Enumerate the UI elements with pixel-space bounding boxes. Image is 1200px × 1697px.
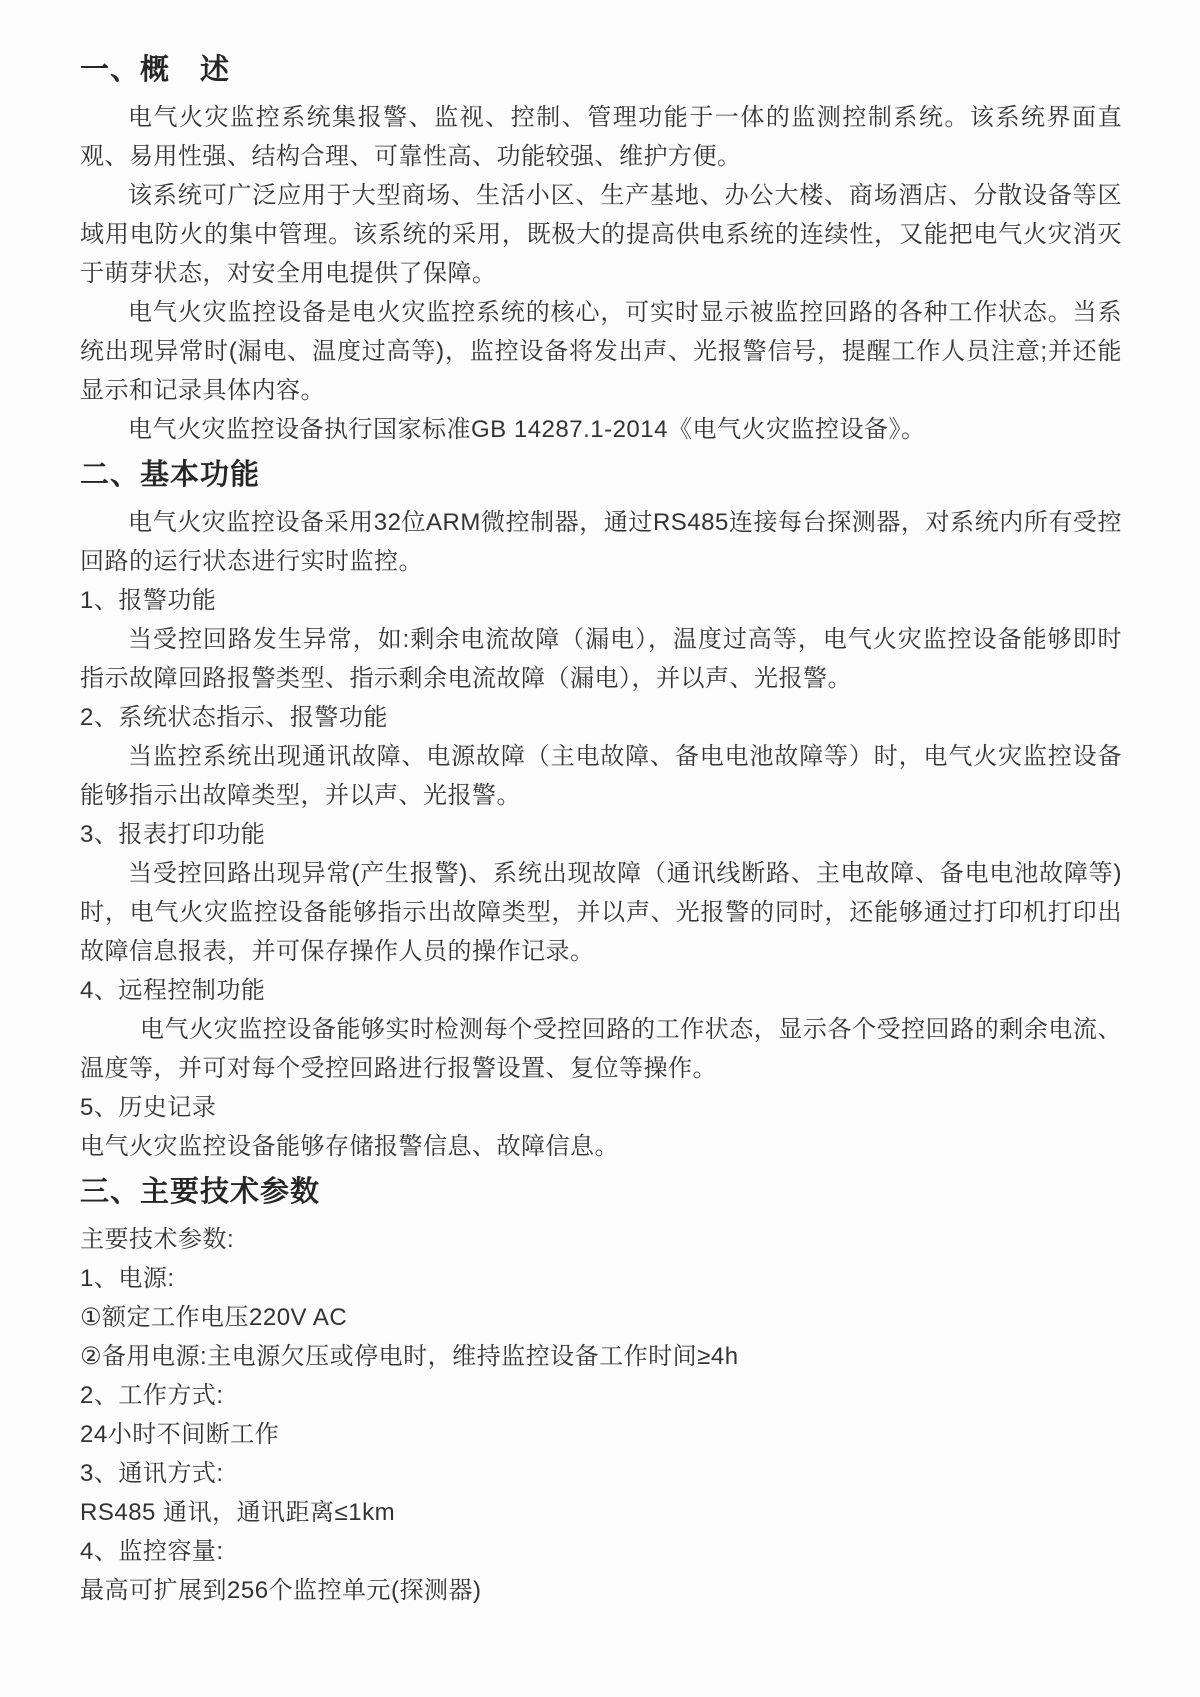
paragraph-standard-reference: 电气火灾监控设备执行国家标准GB 14287.1-2014《电气火灾监控设备》。	[128, 416, 926, 443]
param-line-backup-power: ②备用电源:主电源欠压或停电时，维持监控设备工作时间≥4h	[80, 1343, 739, 1370]
paragraph: 电气火灾监控设备采用32位ARM微控制器，通过RS485连接每台探测器，对系统内所有受控回路的运行状态进行实时监控。	[80, 509, 1122, 575]
param-heading-capacity: 4、监控容量:	[80, 1538, 224, 1565]
paragraph: 电气火灾监控设备能够实时检测每个受控回路的工作状态，显示各个受控回路的剩余电流、温度等，并可对每个受控回路进行报警设置、复位等操作。	[80, 1016, 1122, 1082]
param-line-capacity: 最高可扩展到256个监控单元(探测器)	[80, 1577, 482, 1604]
list-item-heading-report-printing: 3、报表打印功能	[80, 821, 266, 848]
paragraph: 当监控系统出现通讯故障、电源故障（主电故障、备电电池故障等）时，电气火灾监控设备能够指示出故障类型，并以声、光报警。	[80, 743, 1122, 809]
paragraph: 当受控回路出现异常(产生报警)、系统出现故障（通讯线断路、主电故障、备电电池故障等)时，电气火灾监控设备能够指示出故障类型，并以声、光报警的同时，还能够通过打印机打印出故障信息报表，并可保存操作人员的操作记录。	[80, 860, 1122, 965]
list-item-heading-remote-control: 4、远程控制功能	[80, 977, 266, 1004]
param-line-rated-voltage: ①额定工作电压220V AC	[80, 1304, 348, 1331]
param-line-working-mode: 24小时不间断工作	[80, 1421, 280, 1448]
section-heading-basic-functions: 二、基本功能	[80, 459, 261, 491]
section-heading-overview: 一、概 述	[80, 54, 231, 86]
paragraph: 电气火灾监控系统集报警、监视、控制、管理功能于一体的监测控制系统。该系统界面直观、易用性强、结构合理、可靠性高、功能较强、维护方便。	[80, 104, 1122, 170]
paragraph: 该系统可广泛应用于大型商场、生活小区、生产基地、办公大楼、商场酒店、分散设备等区域用电防火的集中管理。该系统的采用，既极大的提高供电系统的连续性，又能把电气火灾消灭于萌芽状态，对安全用电提供了保障。	[80, 182, 1122, 287]
list-item-heading-alarm: 1、报警功能	[80, 587, 217, 614]
section-heading-technical-parameters: 三、主要技术参数	[80, 1176, 321, 1208]
paragraph: 电气火灾监控设备是电火灾监控系统的核心，可实时显示被监控回路的各种工作状态。当系统出现异常时(漏电、温度过高等)，监控设备将发出声、光报警信号，提醒工作人员注意;并还能显示和记录具体内容。	[80, 299, 1122, 404]
param-line-communication: RS485 通讯，通讯距离≤1km	[80, 1499, 396, 1526]
param-heading-working-mode: 2、工作方式:	[80, 1382, 224, 1409]
param-heading-communication: 3、通讯方式:	[80, 1460, 224, 1487]
param-intro-line: 主要技术参数:	[80, 1226, 235, 1253]
list-item-heading-history: 5、历史记录	[80, 1094, 217, 1121]
list-item-heading-status-indication: 2、系统状态指示、报警功能	[80, 704, 388, 731]
param-heading-power: 1、电源:	[80, 1265, 175, 1292]
paragraph-history-description: 电气火灾监控设备能够存储报警信息、故障信息。	[80, 1133, 619, 1160]
paragraph: 当受控回路发生异常，如:剩余电流故障（漏电），温度过高等，电气火灾监控设备能够即时指示故障回路报警类型、指示剩余电流故障（漏电），并以声、光报警。	[80, 626, 1122, 692]
